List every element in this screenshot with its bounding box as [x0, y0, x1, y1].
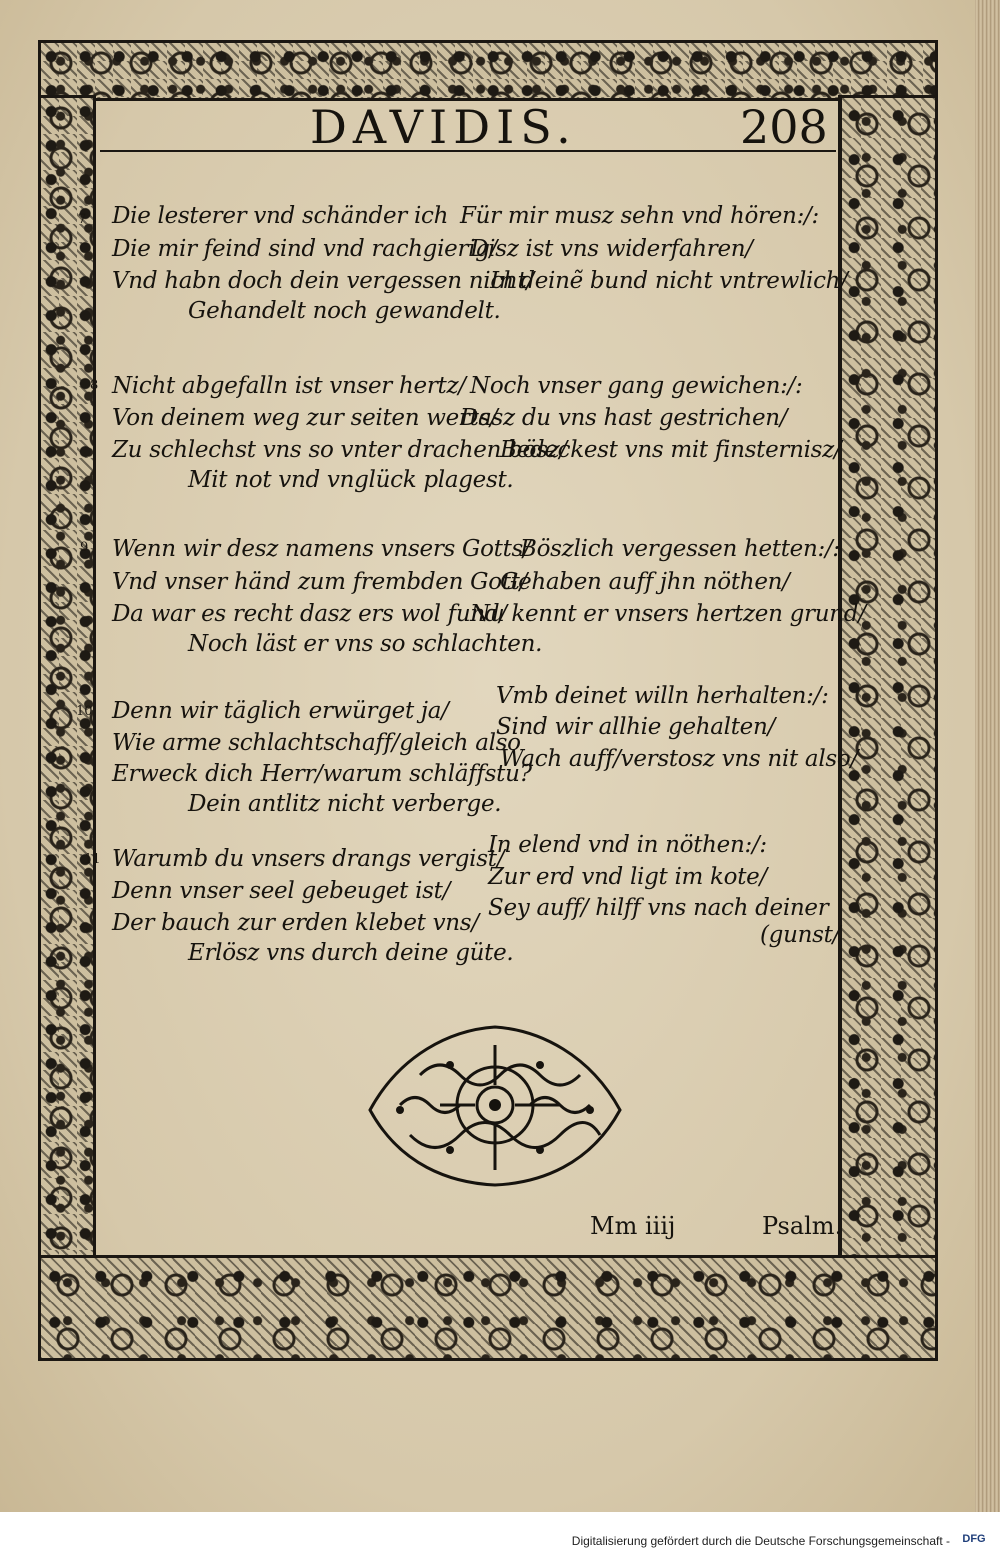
verse-line: Denn vnser seel gebeuget ist/	[112, 878, 451, 904]
verse-line: Von deinem weg zur seiten werts/	[112, 405, 498, 431]
verse-line: Dasz du vns hast gestrichen/	[460, 405, 788, 431]
verse-line: (gunst/	[760, 922, 841, 948]
verse-line: Da war es recht dasz ers wol fund/	[112, 601, 507, 627]
verse-number: 7	[78, 212, 87, 227]
ornament-tailpiece	[360, 1015, 630, 1190]
verse-line: Die lesterer vnd schänder ich	[112, 203, 449, 229]
verse-line: Noch vnser gang gewichen:/:	[470, 373, 803, 399]
verse-line: Vnd habn doch dein vergessen nicht/	[112, 268, 534, 294]
verse-line: Gehaben auff jhn nöthen/	[500, 569, 790, 595]
verse-number: 11	[84, 852, 101, 867]
verse-line: Denn wir täglich erwürget ja/	[112, 698, 449, 724]
running-head: DAVIDIS.	[310, 100, 577, 154]
woodcut-border-right	[838, 95, 938, 1261]
verse-line: Disz ist vns widerfahren/	[470, 236, 753, 262]
verse-line: Erlösz vns durch deine güte.	[188, 940, 514, 966]
catchword: Psalm.	[762, 1212, 843, 1240]
dfg-logo: DFG	[962, 1533, 986, 1545]
verse-number: 8	[90, 378, 99, 393]
verse-line: Zur erd vnd ligt im kote/	[488, 864, 767, 890]
page-edge	[975, 0, 1000, 1512]
verse-line: Warumb du vnsers drangs vergist/	[112, 846, 505, 872]
verse-line: Vnd vnser händ zum frembden Gott/	[112, 569, 528, 595]
verse-line: Wenn wir desz namens vnsers Gotts/	[112, 536, 531, 562]
woodcut-border-bottom	[38, 1255, 938, 1361]
verse-line: Gehandelt noch gewandelt.	[188, 298, 501, 324]
verse-line: In deinẽ bund nicht vntrewlich/	[490, 268, 848, 294]
verse-line: Erweck dich Herr/warum schläffstu?	[112, 761, 532, 787]
verse-line: Böszlich vergessen hetten:/:	[520, 536, 840, 562]
verse-number: 9	[80, 540, 89, 555]
verse-line: Der bauch zur erden klebet vns/	[112, 910, 479, 936]
page-number: 208	[740, 100, 828, 154]
verse-line: In elend vnd in nöthen:/:	[488, 832, 767, 858]
verse-line: Wach auff/verstosz vns nit also/	[500, 746, 858, 772]
verse-number: 10	[76, 704, 93, 719]
verse-line: Sind wir allhie gehalten/	[496, 714, 775, 740]
verse-line: Zu schlechst vns so vnter drachen bösz/	[112, 437, 567, 463]
verse-line: Nu kennt er vnsers hertzen grund/	[470, 601, 866, 627]
verse-line: Vmb deinet willn herhalten:/:	[496, 683, 829, 709]
verse-line: Die mir feind sind vnd rachgierig/	[112, 236, 498, 262]
verse-line: Dein antlitz nicht verberge.	[188, 791, 502, 817]
woodcut-border-top	[38, 40, 938, 101]
funding-credit: Digitalisierung gefördert durch die Deutsche Forschungsgemeinschaft -	[571, 1534, 950, 1548]
woodcut-border-left	[38, 95, 99, 1261]
verse-line: Bedeckest vns mit finsternisz/	[500, 437, 842, 463]
signature-mark: Mm iiij	[590, 1212, 676, 1240]
verse-line: Mit not vnd vnglück plagest.	[188, 467, 514, 493]
verse-line: Sey auff/ hilff vns nach deiner	[488, 895, 829, 921]
verse-line: Noch läst er vns so schlachten.	[188, 631, 543, 657]
verse-line: Wie arme schlachtschaff/gleich also	[112, 730, 521, 756]
verse-line: Nicht abgefalln ist vnser hertz/	[112, 373, 466, 399]
verse-line: Für mir musz sehn vnd hören:/:	[460, 203, 819, 229]
